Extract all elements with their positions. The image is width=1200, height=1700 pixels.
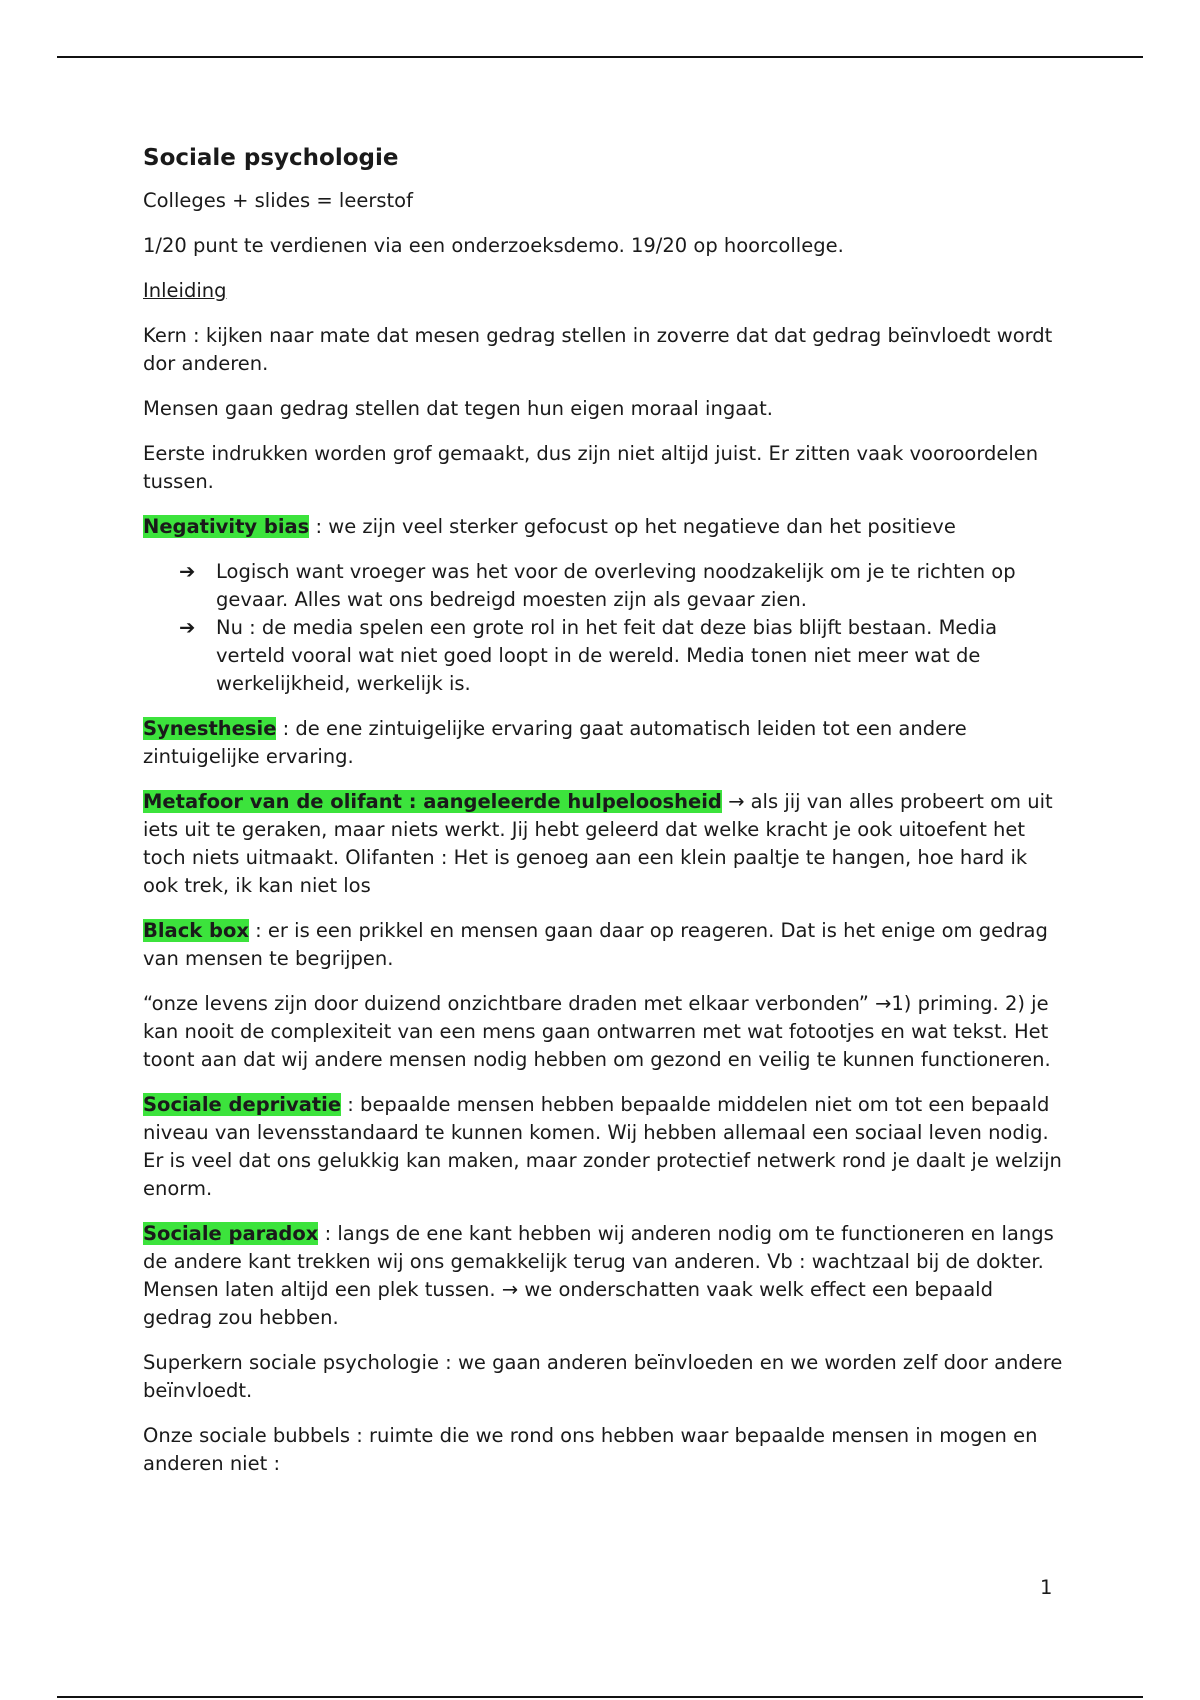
page-number: 1 [1040,1576,1053,1599]
arrow-list [143,558,1068,698]
paragraph-superkern: Superkern sociale psychologie : we gaan anderen beïnvloeden en we worden zelf door andere beïnvloedt. [143,1351,1063,1402]
paragraph-quote: “onze levens zijn door duizend onzichtbare draden met elkaar verbonden” →1) priming. 2) je kan nooit de complexiteit van een mens gaan ontwarren met wat fotootjes en wat tekst. Het toont aan dat wij andere mensen nodig hebben om gezond en veilig te kunnen functioneren. [143,992,1051,1071]
paragraph-bubbels: Onze sociale bubbels : ruimte die we rond ons hebben waar bepaalde mensen in mogen en anderen niet : [143,1424,1038,1475]
paragraph-punten: 1/20 punt te verdienen via een onderzoeksdemo. 19/20 op hoorcollege. [143,234,844,257]
arrow-icon: ➔ [179,560,196,583]
definition-synesthesie: : de ene zintuigelijke ervaring gaat automatisch leiden tot een andere zintuigelijke ervaring. [143,717,967,768]
term-black-box: Black box [143,919,249,942]
term-negativity-bias: Negativity bias [143,515,310,538]
list-item-text: Logisch want vroeger was het voor de overleving noodzakelijk om je te richten op gevaar. Alles wat ons bedreigd moesten zijn als gevaar zien. [216,560,1016,611]
header-rule [57,56,1143,58]
list-item-text: Nu : de media spelen een grote rol in het feit dat deze bias blijft bestaan. Media verteld vooral wat niet goed loopt in de wereld. Media tonen niet meer wat de werkelijkheid, werkelijk is. [216,616,998,695]
document-title: Sociale psychologie [143,145,399,171]
definition-olifant: → als jij van alles probeert om uit iets uit te geraken, maar niets werkt. Jij hebt geleerd dat welke kracht je ook uitoefent het toch niets uitmaakt. Olifanten : Het is genoeg aan een klein paaltje te hangen, hoe hard ik ook trek, ik kan niet los [143,790,1053,897]
term-sociale-deprivatie: Sociale deprivatie [143,1093,342,1116]
section-heading-inleiding [143,277,1068,305]
definition-sociale-paradox: : langs de ene kant hebben wij anderen nodig om te functioneren en langs de andere kant trekken wij ons gemakkelijk terug van anderen. Vb : wachtzaal bij de dokter. Mensen laten altijd een plek tussen. → we onderschatten vaak welk effect een bepaald gedrag zou hebben. [143,1222,1054,1329]
term-synesthesie: Synesthesie [143,717,277,740]
paragraph-black-box [143,917,1068,973]
paragraph-leerstof: Colleges + slides = leerstof [143,189,413,212]
paragraph-olifant [143,788,1068,900]
list-item [179,558,1068,614]
paragraph-moraal: Mensen gaan gedrag stellen dat tegen hun eigen moraal ingaat. [143,397,773,420]
document-body [143,142,1068,1495]
arrow-icon: ➔ [179,616,196,639]
term-olifant: Metafoor van de olifant : aangeleerde hulpeloosheid [143,790,722,813]
paragraph-synesthesie [143,715,1068,771]
term-sociale-paradox: Sociale paradox [143,1222,319,1245]
definition-black-box: : er is een prikkel en mensen gaan daar op reageren. Dat is het enige om gedrag van mensen te begrijpen. [143,919,1048,970]
list-item [179,614,1068,698]
paragraph-indrukken: Eerste indrukken worden grof gemaakt, dus zijn niet altijd juist. Er zitten vaak vooroordelen tussen. [143,442,1039,493]
paragraph-sociale-paradox [143,1220,1068,1332]
definition-negativity-bias: : we zijn veel sterker gefocust op het negatieve dan het positieve [309,515,956,538]
paragraph-sociale-deprivatie [143,1091,1068,1203]
section-heading-text: Inleiding [143,279,227,302]
paragraph-negativity-bias [143,513,1068,541]
footer-rule [57,1696,1143,1698]
definition-sociale-deprivatie: : bepaalde mensen hebben bepaalde middelen niet om tot een bepaald niveau van levensstandaard te kunnen komen. Wij hebben allemaal een sociaal leven nodig. Er is veel dat ons gelukkig kan maken, maar zonder protectief netwerk rond je daalt je welzijn enorm. [143,1093,1062,1200]
paragraph-kern: Kern : kijken naar mate dat mesen gedrag stellen in zoverre dat dat gedrag beïnvloedt wordt dor anderen. [143,324,1053,375]
